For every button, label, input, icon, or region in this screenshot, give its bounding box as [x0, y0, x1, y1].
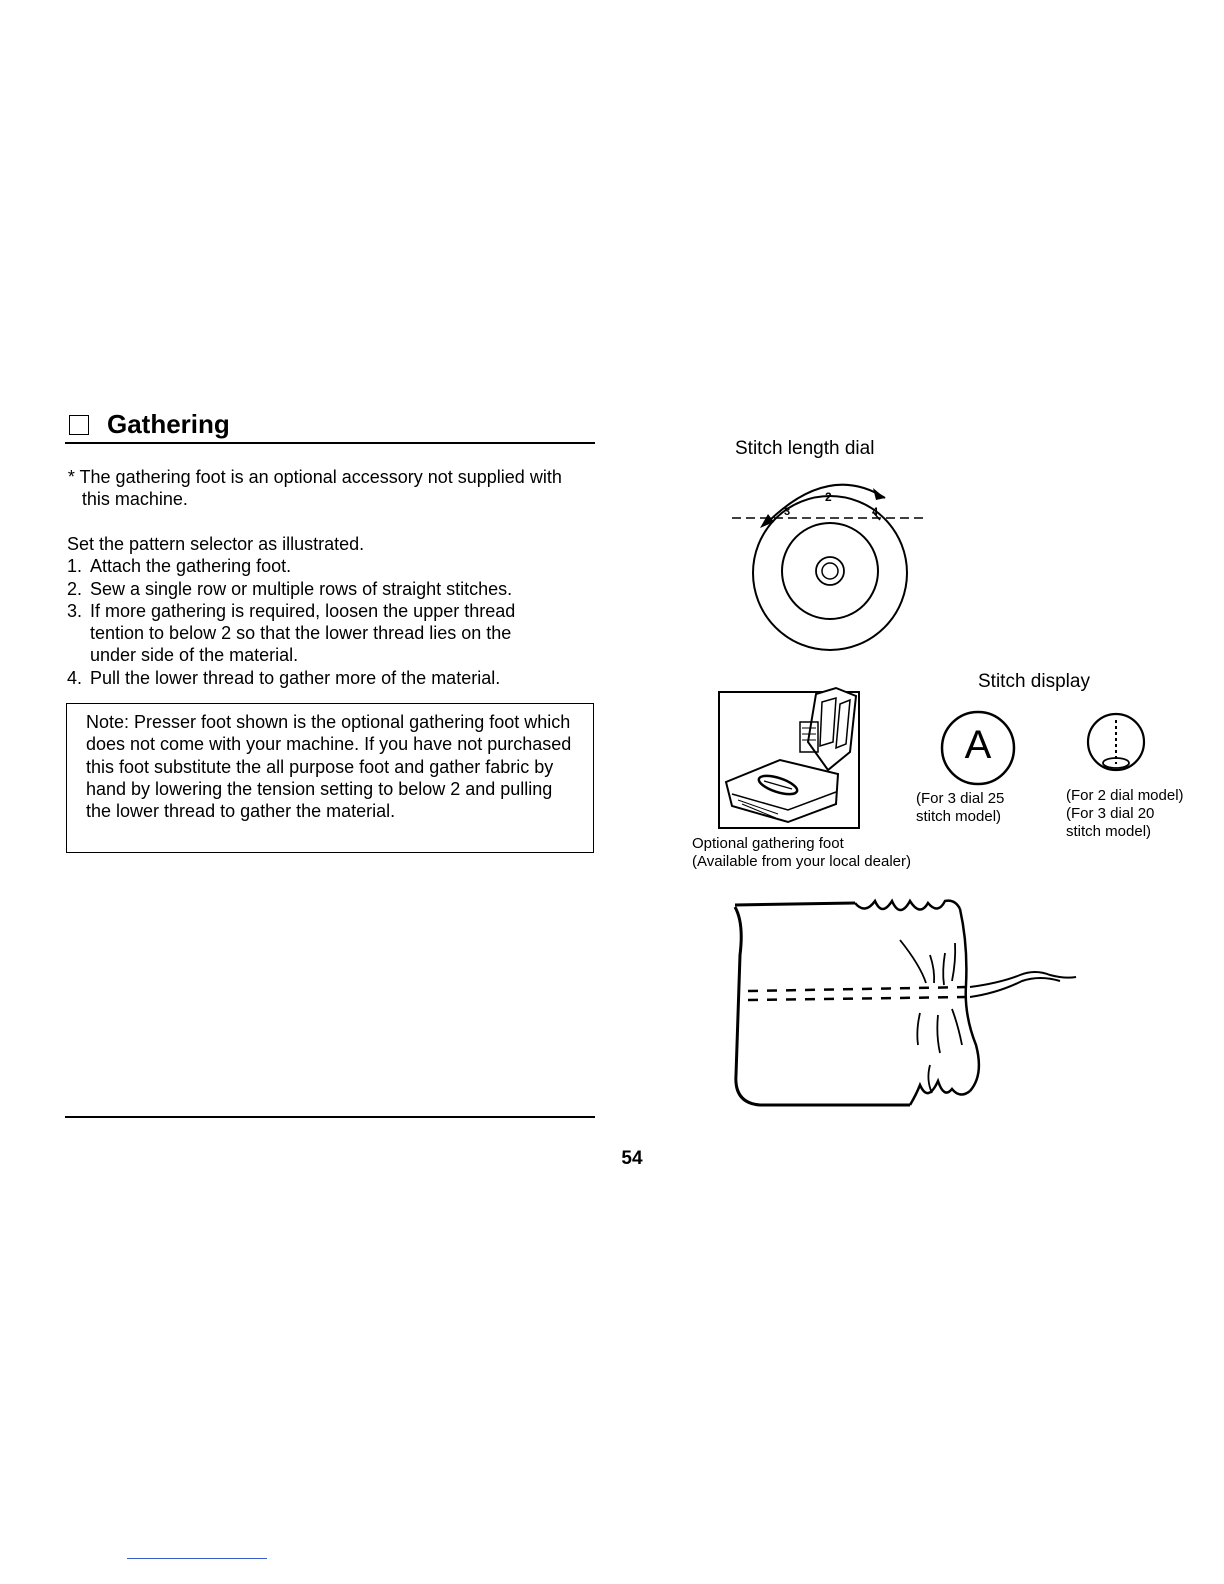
- optional-accessory-text: * The gathering foot is an optional accessory not supplied with this machine.: [67, 467, 562, 510]
- step-number: 4.: [67, 667, 83, 688]
- note-text: Note: Presser foot shown is the optional gathering foot which does not come with your machine. If you have not purchased this foot substitute the all purpose foot and gather fabric by hand by lowering the tension setting to below 2 and pulling the lower thread to gather the material.: [86, 712, 572, 822]
- step-item: [67, 667, 587, 689]
- gathered-fabric-illustration: [730, 895, 1080, 1110]
- stitch-length-dial-icon: [730, 478, 930, 658]
- bottom-rule: [65, 1116, 595, 1118]
- link-underline: [127, 1558, 267, 1559]
- step-number: 1.: [67, 556, 83, 577]
- stitch-display-label: Stitch display: [978, 671, 1090, 692]
- straight-stitch-display-icon: [1086, 712, 1150, 776]
- step-item: [67, 600, 587, 667]
- stitch-length-label: Stitch length dial: [735, 438, 875, 459]
- set-selector-text: Set the pattern selector as illustrated.: [67, 534, 365, 554]
- optional-accessory-note: [67, 466, 587, 511]
- page-number: 54: [621, 1148, 643, 1169]
- step-number: 3.: [67, 600, 83, 621]
- section-title: Gathering: [107, 409, 230, 439]
- step-text: Sew a single row or multiple rows of straight stitches.: [90, 578, 513, 599]
- note-box: [66, 703, 594, 853]
- caption-line: (For 3 dial 20: [1066, 805, 1155, 822]
- display-b-caption: [1066, 787, 1184, 841]
- step-item: [67, 555, 587, 577]
- step-text: If more gathering is required, loosen the upper thread tention to below 2 so that the lower thread lies on the under side of the material.: [90, 600, 516, 666]
- caption-line: (For 3 dial 25: [916, 790, 1005, 807]
- step-item: [67, 578, 587, 600]
- instructions: [67, 533, 587, 689]
- caption-line: stitch model): [1066, 823, 1152, 840]
- step-number: 2.: [67, 578, 83, 599]
- dial-mark-2: 2: [825, 490, 832, 504]
- caption-line: (For 2 dial model): [1066, 787, 1184, 804]
- step-text: Pull the lower thread to gather more of the material.: [90, 667, 501, 688]
- display-a-caption: [916, 790, 1004, 826]
- gathering-foot-illustration: [718, 682, 863, 832]
- caption-line: (Available from your local dealer): [692, 853, 911, 870]
- dial-mark-3: 3: [784, 506, 791, 518]
- heading-rule: [65, 442, 595, 444]
- caption-line: stitch model): [916, 808, 1002, 825]
- heading-checkbox-icon: [69, 415, 89, 435]
- caption-line: Optional gathering foot: [692, 835, 844, 852]
- foot-caption: [692, 835, 911, 871]
- step-text: Attach the gathering foot.: [90, 556, 292, 577]
- stitch-display-a-letter: A: [964, 723, 992, 767]
- dial-mark-4: 4: [872, 506, 879, 518]
